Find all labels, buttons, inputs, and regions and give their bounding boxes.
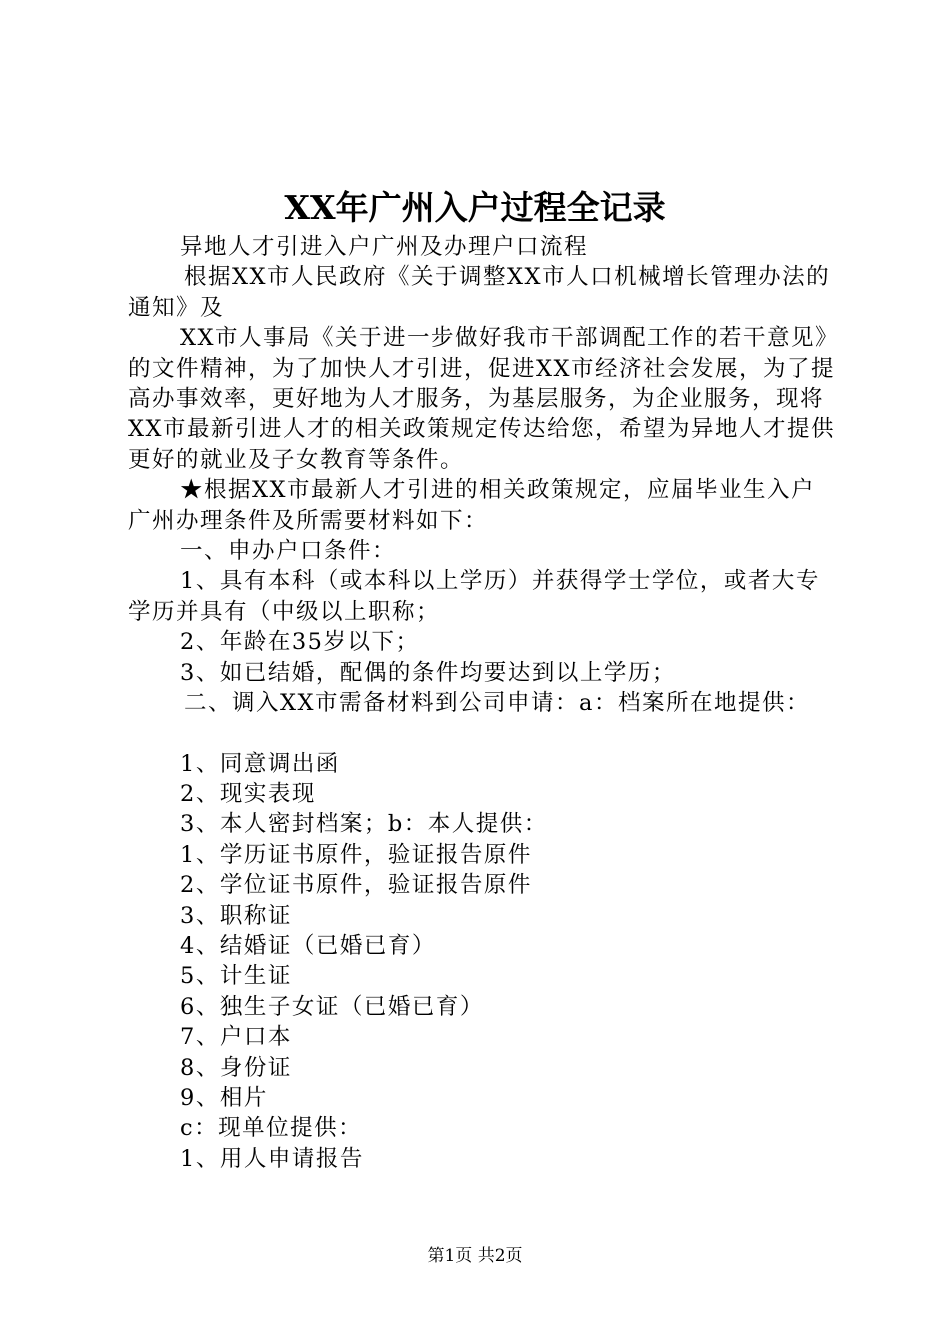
paragraph-policy: ★根据XX市最新人才引进的相关政策规定，应届毕业生入户广州办理条件及所需要材料如下： — [128, 477, 816, 534]
page-number-footer: 第1页 共2页 — [427, 1246, 523, 1266]
list-item: 9、相片 — [180, 1084, 268, 1111]
list-item: 1、学历证书原件，验证报告原件 — [180, 841, 532, 868]
list-item: 3、本人密封档案；b：本人提供： — [180, 811, 548, 838]
condition-item: 1、具有本科（或本科以上学历）并获得学士学位，或者大专学历并具有（中级以上职称； — [128, 568, 820, 625]
section-heading-conditions: 一、申办户口条件： — [180, 538, 397, 565]
list-item: 6、独生子女证（已婚已育） — [180, 993, 484, 1020]
condition-item: 2、年龄在35岁以下； — [180, 629, 420, 656]
condition-item: 3、如已结婚，配偶的条件均要达到以上学历； — [180, 659, 676, 686]
document-body — [128, 232, 838, 1174]
list-item: c：现单位提供： — [180, 1115, 363, 1142]
list-item: 1、用人申请报告 — [180, 1145, 364, 1172]
list-item: 3、职称证 — [180, 902, 292, 929]
list-item: 5、计生证 — [180, 963, 292, 990]
list-item: 2、现实表现 — [180, 780, 316, 807]
list-item: 7、户口本 — [180, 1024, 292, 1051]
list-item: 2、学位证书原件，验证报告原件 — [180, 872, 532, 899]
materials-list — [128, 749, 838, 1175]
paragraph-purpose: XX市人事局《关于进一步做好我市干部调配工作的若干意见》的文件精神，为了加快人才引进，促进XX市经济社会发展，为了提高办事效率，更好地为人才服务，为基层服务，为企业服务，现将XX市最新引进人才的相关政策规定传达给您，希望为异地人才提供更好的就业及子女教育等条件。 — [128, 325, 836, 473]
list-item: 1、同意调出函 — [180, 750, 340, 777]
list-item: 4、结婚证（已婚已育） — [180, 932, 436, 959]
section-heading-materials: 二、调入XX市需备材料到公司申请：a：档案所在地提供： — [184, 690, 810, 717]
paragraph-basis: 根据XX市人民政府《关于调整XX市人口机械增长管理办法的通知》及 — [128, 264, 831, 321]
blank-line — [128, 719, 838, 749]
document-title: XX年广州入户过程全记录 — [284, 188, 666, 227]
paragraph-subtitle: 异地人才引进入户广州及办理户口流程 — [180, 234, 589, 260]
list-item: 8、身份证 — [180, 1054, 292, 1081]
